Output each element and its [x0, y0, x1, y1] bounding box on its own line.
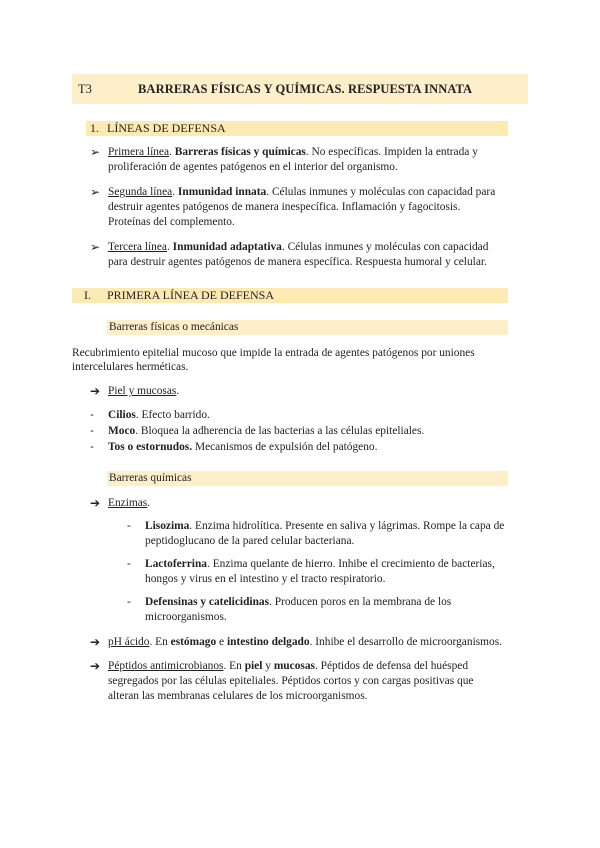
- paragraph-line: Recubrimiento epitelial mucoso que impide la entrada de agentes patógenos por uniones: [72, 347, 475, 359]
- ph-item: pH ácido. En estómago e intestino delgado. Inhibe el desarrollo de microorganismos.: [108, 636, 502, 648]
- defense-line-name: Barreras físicas y químicas: [174, 146, 306, 158]
- defense-line-label: Segunda línea: [108, 186, 173, 198]
- dash-bullet-icon: -: [90, 409, 94, 421]
- peptides-item: Péptidos antimicrobianos. En piel y mucosas. Péptidos de defensa del huésped: [108, 660, 469, 672]
- defense-line-name: Inmunidad innata: [177, 186, 267, 198]
- defense-line-label: Tercera línea: [108, 241, 167, 253]
- dash-bullet-icon: -: [90, 425, 94, 437]
- dash-bullet-icon: -: [127, 520, 131, 532]
- section1-heading: LÍNEAS DE DEFENSA: [107, 121, 226, 135]
- arrow-bullet-icon: ➔: [90, 496, 101, 510]
- arrowhead-bullet-icon: ➢: [90, 240, 101, 254]
- paragraph-line: intercelulares herméticas.: [72, 361, 189, 373]
- arrow-bullet-icon: ➔: [90, 635, 101, 649]
- arrowhead-bullet-icon: ➢: [90, 185, 101, 199]
- enzymes-item: Enzimas.: [108, 497, 151, 509]
- defense-line-name: Inmunidad adaptativa: [172, 241, 282, 253]
- arrow-bullet-icon: ➔: [90, 659, 101, 673]
- subheading-physical-barriers: Barreras físicas o mecánicas: [109, 321, 239, 333]
- section2-number: I.: [84, 288, 91, 302]
- arrowhead-bullet-icon: ➢: [90, 145, 101, 159]
- section2-heading: PRIMERA LÍNEA DE DEFENSA: [107, 288, 275, 302]
- page-title: BARRERAS FÍSICAS Y QUÍMICAS. RESPUESTA INNATA: [138, 82, 473, 96]
- topic-code: T3: [78, 82, 92, 96]
- skin-mucosa-item: Piel y mucosas.: [108, 385, 180, 397]
- arrow-bullet-icon: ➔: [90, 384, 101, 398]
- dash-bullet-icon: -: [90, 441, 94, 453]
- section1-number: 1.: [90, 121, 99, 135]
- title-bar: [72, 74, 528, 104]
- subheading-chemical-barriers: Barreras químicas: [109, 472, 192, 484]
- dash-bullet-icon: -: [127, 596, 131, 608]
- defense-line-label: Primera línea: [108, 146, 170, 158]
- dash-bullet-icon: -: [127, 558, 131, 570]
